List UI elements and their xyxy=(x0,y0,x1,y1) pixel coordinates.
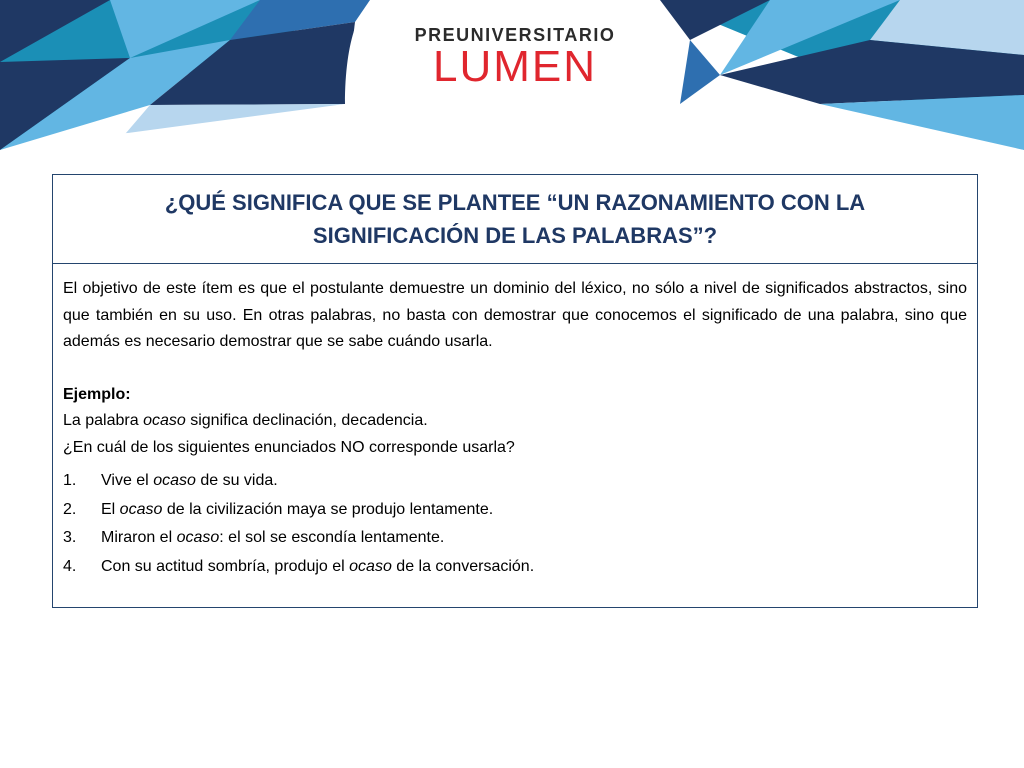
logo xyxy=(405,24,625,91)
option-term: ocaso xyxy=(119,500,163,518)
option-number: 1. xyxy=(63,472,77,489)
option-before: Vive el xyxy=(101,472,154,489)
option-after: : el sol se escondía lentamente. xyxy=(219,529,445,546)
option-before: Miraron el xyxy=(101,529,177,546)
intro-paragraph: El objetivo de este ítem es que el postulante demuestre un dominio del léxico, no sólo a nivel de significados abstractos, sino que también en su uso. En otras palabras, no basta con demostrar que conocemos el significado de una palabra, sino que además es necesario demostrar que se sabe cuándo usarla. xyxy=(63,280,967,350)
logo-top-text: PREUNIVERSITARIO xyxy=(414,25,616,45)
option-item xyxy=(63,553,967,582)
example-question: ¿En cuál de los siguientes enunciados NO corresponde usarla? xyxy=(63,438,515,456)
definition-before: La palabra xyxy=(63,412,144,429)
content-box xyxy=(52,174,978,608)
option-number: 4. xyxy=(63,557,77,575)
options-list xyxy=(63,467,967,581)
option-term: ocaso xyxy=(153,472,196,489)
option-item xyxy=(63,524,967,553)
option-before: Con su actitud sombría, produjo el xyxy=(101,557,350,575)
option-number: 3. xyxy=(63,529,77,546)
example-label: Ejemplo: xyxy=(63,385,131,403)
option-before: El xyxy=(101,500,120,518)
definition-after: significa declinación, decadencia. xyxy=(185,412,428,429)
option-text xyxy=(101,524,967,553)
definition-term: ocaso xyxy=(143,412,186,429)
option-text xyxy=(101,553,967,582)
example-definition xyxy=(63,408,967,435)
option-text xyxy=(101,496,967,525)
option-term: ocaso xyxy=(176,529,220,546)
option-item xyxy=(63,467,967,496)
option-item xyxy=(63,496,967,525)
option-after: de la conversación. xyxy=(391,557,535,575)
option-term: ocaso xyxy=(349,557,392,575)
body-area xyxy=(53,264,977,581)
logo-main-text: LUMEN xyxy=(432,42,598,91)
option-after: de la civilización maya se produjo lentamente. xyxy=(162,500,494,518)
option-text xyxy=(101,467,967,496)
title-area xyxy=(53,175,977,264)
page-title: ¿QUÉ SIGNIFICA QUE SE PLANTEE “UN RAZONAMIENTO CON LA SIGNIFICACIÓN DE LAS PALABRAS”? xyxy=(164,190,866,248)
option-after: de su vida. xyxy=(195,472,278,489)
option-number: 2. xyxy=(63,500,77,518)
